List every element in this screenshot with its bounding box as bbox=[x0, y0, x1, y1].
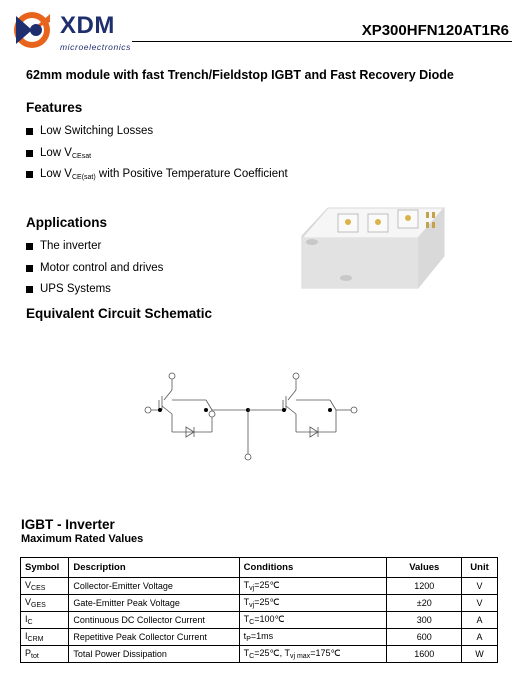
column-header-description: Description bbox=[69, 558, 239, 578]
description-cell: Continuous DC Collector Current bbox=[69, 612, 239, 629]
brand-subtitle: microelectronics bbox=[60, 42, 132, 52]
symbol-cell: $V_{CES}$ bbox=[21, 578, 69, 595]
features-heading: Features bbox=[26, 100, 83, 115]
conditions-cell: $T_{vj}=25℃$ bbox=[239, 595, 387, 612]
value-cell: ±20 bbox=[387, 595, 462, 612]
description-cell: Repetitive Peak Collector Current bbox=[69, 629, 239, 646]
applications-list bbox=[26, 239, 163, 304]
applications-heading: Applications bbox=[26, 215, 108, 230]
xdm-logo-icon bbox=[10, 6, 58, 52]
conditions-cell: $T_C=25℃$, $T_{vj max}=175℃$ bbox=[239, 646, 387, 663]
value-cell: 1600 bbox=[387, 646, 462, 663]
value-cell: 1200 bbox=[387, 578, 462, 595]
application-item: UPS Systems bbox=[26, 282, 163, 304]
features-list bbox=[26, 124, 288, 189]
module-photo bbox=[298, 198, 448, 294]
part-number: XP300HFN120AT1R6 bbox=[361, 22, 509, 39]
table-row bbox=[21, 595, 498, 612]
column-header-values: Values bbox=[387, 558, 462, 578]
circuit-schematic bbox=[140, 366, 360, 462]
column-header-conditions: Conditions bbox=[239, 558, 387, 578]
description-cell: Total Power Dissipation bbox=[69, 646, 239, 663]
feature-item: Low Switching Losses bbox=[26, 124, 288, 146]
value-cell: 300 bbox=[387, 612, 462, 629]
conditions-cell: $t_P=1ms$ bbox=[239, 629, 387, 646]
application-item: The inverter bbox=[26, 239, 163, 261]
unit-cell: V bbox=[462, 578, 498, 595]
symbol-cell: $I_{CRM}$ bbox=[21, 629, 69, 646]
unit-cell: A bbox=[462, 612, 498, 629]
schematic-heading: Equivalent Circuit Schematic bbox=[26, 306, 213, 321]
unit-cell: V bbox=[462, 595, 498, 612]
header-divider bbox=[132, 41, 512, 42]
column-header-unit: Unit bbox=[462, 558, 498, 578]
feature-item: Low $V_{CE(sat)}$ with Positive Temperature Coefficient bbox=[26, 167, 288, 189]
igbt-section-title: IGBT - Inverter bbox=[21, 517, 115, 532]
column-header-symbol: Symbol bbox=[21, 558, 69, 578]
feature-item: Low $V_{CEsat}$ bbox=[26, 146, 288, 168]
max-ratings-table bbox=[20, 557, 498, 663]
description-cell: Gate-Emitter Peak Voltage bbox=[69, 595, 239, 612]
conditions-cell: $T_{vj}=25℃$ bbox=[239, 578, 387, 595]
max-rated-values-subtitle: Maximum Rated Values bbox=[21, 533, 144, 545]
conditions-cell: $T_C=100℃$ bbox=[239, 612, 387, 629]
table-row bbox=[21, 629, 498, 646]
table-row bbox=[21, 646, 498, 663]
value-cell: 600 bbox=[387, 629, 462, 646]
brand-name: XDM bbox=[60, 12, 115, 39]
table-row bbox=[21, 612, 498, 629]
table-header-row bbox=[21, 558, 498, 578]
unit-cell: W bbox=[462, 646, 498, 663]
symbol-cell: $P_{tot}$ bbox=[21, 646, 69, 663]
application-item: Motor control and drives bbox=[26, 261, 163, 283]
unit-cell: A bbox=[462, 629, 498, 646]
symbol-cell: $I_C$ bbox=[21, 612, 69, 629]
description-cell: Collector-Emitter Voltage bbox=[69, 578, 239, 595]
symbol-cell: $V_{GES}$ bbox=[21, 595, 69, 612]
document-subtitle: 62mm module with fast Trench/Fieldstop IGBT and Fast Recovery Diode bbox=[26, 68, 454, 82]
table-row bbox=[21, 578, 498, 595]
